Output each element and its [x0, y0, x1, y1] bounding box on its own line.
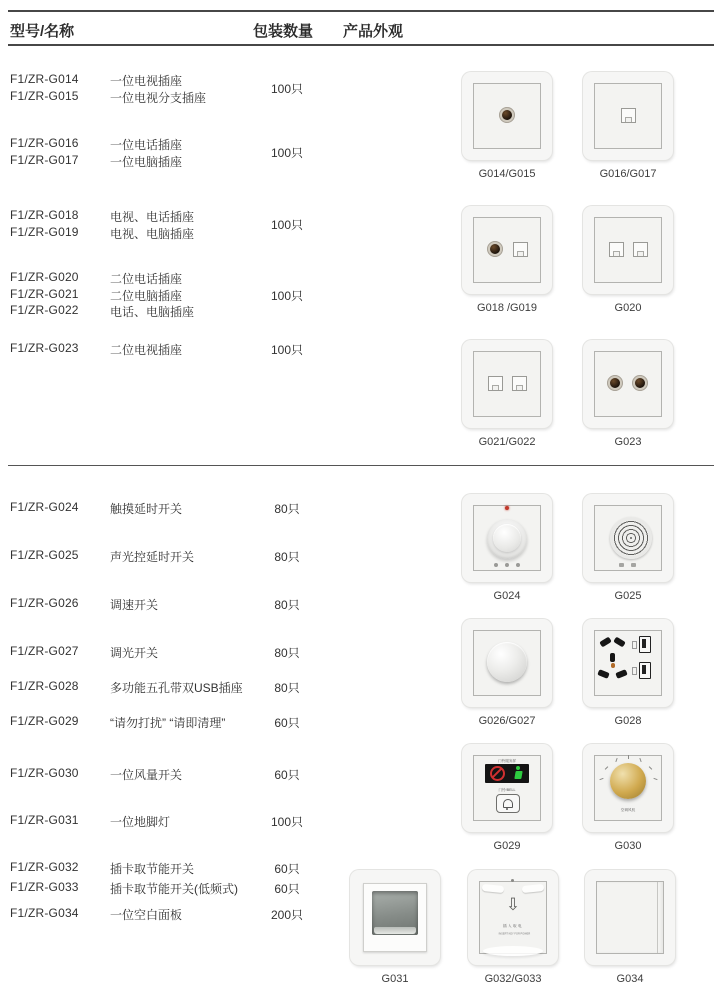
product-plate-g029 [462, 744, 552, 832]
product-plate-g032-g033 [468, 870, 558, 965]
footlight-window-icon [372, 891, 418, 935]
panel-title: 门铃服务屏 [498, 758, 516, 763]
image-caption: G028 [614, 715, 642, 727]
led-indicator-icon [505, 506, 509, 510]
model-code: F1/ZR-G034 [10, 906, 79, 920]
image-caption: G030 [614, 840, 642, 852]
image-caption: G032/G033 [484, 973, 542, 985]
model-code: F1/ZR-G025 [10, 548, 79, 562]
product-plate-g024 [462, 494, 552, 582]
product-name: 声光控延时开关 [110, 550, 195, 564]
product-plate-g021-g022 [462, 340, 552, 428]
image-caption: G014/G015 [478, 168, 536, 180]
product-plate-g018-g019 [462, 206, 552, 294]
product-name: 电话、电脑插座 [110, 305, 195, 319]
image-caption: G024 [493, 590, 521, 602]
pack-quantity: 100只 [270, 146, 304, 160]
rotary-knob-icon [487, 642, 527, 682]
mode-icon [494, 563, 498, 567]
product-plate-g030 [583, 744, 673, 832]
product-plate-g020 [583, 206, 673, 294]
product-name: 一位电脑插座 [110, 155, 183, 169]
image-caption: G016/G017 [599, 168, 657, 180]
product-name: 触摸延时开关 [110, 502, 183, 516]
plate-inner-frame [596, 881, 664, 954]
brass-knob-icon [610, 763, 646, 799]
top-rule [8, 10, 714, 12]
column-header-quantity: 包装数量 [253, 23, 314, 40]
pack-quantity: 100只 [270, 289, 304, 303]
image-caption: G034 [616, 973, 644, 985]
mode-icon [505, 563, 509, 567]
plate-inner-frame [594, 351, 662, 417]
led-indicator-icon [511, 879, 514, 882]
rj-jack-icon [609, 242, 624, 257]
product-name: 多功能五孔带双USB插座 [110, 681, 243, 695]
status-screen-icon [485, 764, 529, 783]
usb-port-icon [639, 662, 651, 679]
mode-icon [516, 563, 520, 567]
knob-label: 空调风机 [620, 807, 636, 812]
insert-card-sublabel: INSERT KEY FOR POWER [498, 932, 531, 936]
plate-inner-frame [473, 217, 541, 283]
image-caption: G029 [493, 840, 521, 852]
pack-quantity: 60只 [274, 862, 300, 876]
model-code: F1/ZR-G017 [10, 153, 79, 167]
model-code: F1/ZR-G033 [10, 880, 79, 894]
model-code: F1/ZR-G021 [10, 287, 79, 301]
pack-quantity: 60只 [274, 768, 300, 782]
product-name: 二位电视插座 [110, 343, 183, 357]
model-code: F1/ZR-G029 [10, 714, 79, 728]
rj-jack-icon [488, 376, 503, 391]
product-plate-g031 [350, 870, 440, 965]
mode-icon [619, 563, 624, 567]
pack-quantity: 100只 [270, 218, 304, 232]
socket-contact-icon [611, 663, 615, 668]
socket-pin-icon [610, 653, 615, 662]
pack-quantity: 80只 [274, 598, 300, 612]
pack-quantity: 100只 [270, 82, 304, 96]
bell-icon [503, 799, 513, 808]
tv-coax-socket-icon [607, 375, 623, 391]
pack-quantity: 60只 [274, 882, 300, 896]
pack-quantity: 80只 [274, 502, 300, 516]
product-name: 二位电脑插座 [110, 289, 183, 303]
product-name: 调光开关 [110, 646, 159, 660]
section-divider [8, 465, 714, 466]
product-name: 一位地脚灯 [110, 815, 171, 829]
rj-jack-icon [512, 376, 527, 391]
doorbell-button-icon [496, 794, 520, 813]
plate-inner-frame [473, 351, 541, 417]
product-plate-g016-g017 [583, 72, 673, 160]
model-code: F1/ZR-G027 [10, 644, 79, 658]
pack-quantity: 80只 [274, 550, 300, 564]
tv-coax-socket-icon [632, 375, 648, 391]
product-name: 一位空白面板 [110, 908, 183, 922]
column-header-model-name: 型号/名称 [10, 23, 75, 40]
product-name: 一位电视分支插座 [110, 91, 207, 105]
column-header-appearance: 产品外观 [343, 23, 404, 40]
model-code: F1/ZR-G018 [10, 208, 79, 222]
product-name: 电视、电话插座 [110, 210, 195, 224]
product-name: 二位电话插座 [110, 272, 183, 286]
tv-coax-socket-icon [487, 241, 503, 257]
model-code: F1/ZR-G019 [10, 225, 79, 239]
image-caption: G025 [614, 590, 642, 602]
model-code: F1/ZR-G016 [10, 136, 79, 150]
pack-quantity: 100只 [270, 343, 304, 357]
header-rule [8, 44, 714, 46]
mode-icon [631, 563, 636, 567]
product-name: 调速开关 [110, 598, 159, 612]
model-code: F1/ZR-G026 [10, 596, 79, 610]
product-name: “请勿打扰” “请即清理” [110, 716, 226, 730]
rj-jack-icon [621, 108, 636, 123]
product-name: 插卡取节能开关(低频式) [110, 882, 238, 896]
product-plate-g026-g027 [462, 619, 552, 707]
product-name: 一位电话插座 [110, 138, 183, 152]
cleaning-person-icon [514, 766, 522, 780]
insert-card-label: 插入取电 [503, 923, 523, 928]
image-caption: G018 /G019 [477, 302, 537, 314]
product-plate-g014-g015 [462, 72, 552, 160]
do-not-disturb-icon [490, 766, 505, 781]
model-code: F1/ZR-G024 [10, 500, 79, 514]
model-code: F1/ZR-G023 [10, 341, 79, 355]
rj-jack-icon [633, 242, 648, 257]
card-slot-icon [483, 946, 543, 956]
product-plate-g023 [583, 340, 673, 428]
image-caption: G026/G027 [478, 715, 536, 727]
panel-seam [657, 882, 658, 953]
arrow-down-icon [468, 896, 558, 913]
product-name: 一位电视插座 [110, 74, 183, 88]
tv-coax-socket-icon [499, 107, 515, 123]
model-code: F1/ZR-G020 [10, 270, 79, 284]
product-name: 插卡取节能开关 [110, 862, 195, 876]
bell-label: 门铃/BELL [498, 787, 516, 792]
pack-quantity: 100只 [270, 815, 304, 829]
pack-quantity: 80只 [274, 646, 300, 660]
model-code: F1/ZR-G032 [10, 860, 79, 874]
image-caption: G021/G022 [478, 436, 536, 448]
plate-inner-frame [594, 217, 662, 283]
pack-quantity: 60只 [274, 716, 300, 730]
model-code: F1/ZR-G030 [10, 766, 79, 780]
model-code: F1/ZR-G031 [10, 813, 79, 827]
knob-tick-icon [628, 755, 629, 759]
model-code: F1/ZR-G014 [10, 72, 79, 86]
image-caption: G031 [381, 973, 409, 985]
usb-label-icon [632, 641, 637, 649]
image-caption: G023 [614, 436, 642, 448]
model-code: F1/ZR-G022 [10, 303, 79, 317]
model-code: F1/ZR-G028 [10, 679, 79, 693]
pack-quantity: 80只 [274, 681, 300, 695]
product-plate-g034 [585, 870, 675, 965]
product-name: 电视、电脑插座 [110, 227, 195, 241]
product-plate-g025 [583, 494, 673, 582]
speaker-grille-icon [610, 517, 652, 559]
model-code: F1/ZR-G015 [10, 89, 79, 103]
usb-port-icon [639, 636, 651, 653]
plate-inner-frame [479, 881, 547, 954]
image-caption: G020 [614, 302, 642, 314]
rj-jack-icon [513, 242, 528, 257]
pack-quantity: 200只 [270, 908, 304, 922]
touch-button-icon [487, 519, 527, 559]
product-name: 一位风量开关 [110, 768, 183, 782]
product-plate-g028 [583, 619, 673, 707]
usb-label-icon [632, 667, 637, 675]
